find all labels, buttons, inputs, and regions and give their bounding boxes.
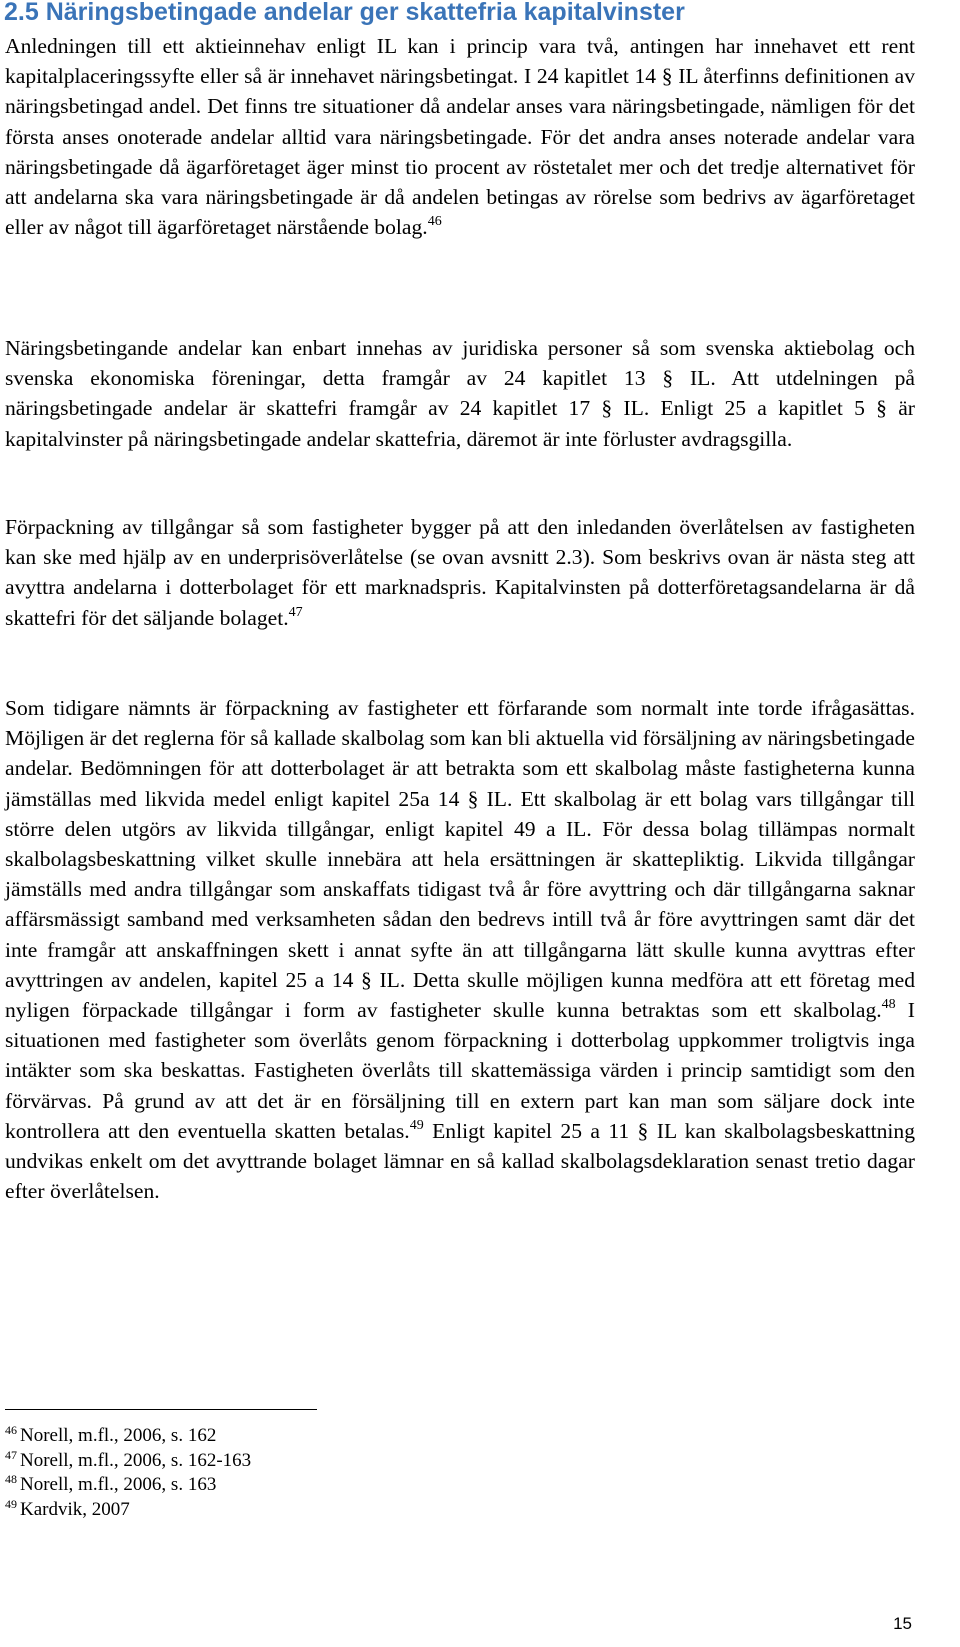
footnote-text: Kardvik, 2007 (20, 1498, 130, 1520)
footnote-number: 46 (5, 1423, 17, 1437)
footnote (5, 1498, 251, 1523)
page-number: 15 (893, 1614, 912, 1633)
footnote-text: Norell, m.fl., 2006, s. 162 (20, 1425, 217, 1446)
footnote-ref[interactable]: 49 (409, 1117, 424, 1133)
section-heading: 2.5 Näringsbetingade andelar ger skattefria kapitalvinster (4, 0, 685, 26)
paragraph-text: Som tidigare nämnts är förpackning av fastigheter ett förfarande som normalt inte torde ifrågasättas. Möjligen är det reglerna för så kallade skalbolag som kan bli aktuella vid försäljning av näringsbetingade andelar. Bedömningen för att dotterbolaget är att betrakta som ett skalbolag måste fastigheterna kunna jämställas med likvida medel enligt kapitel 25a 14 § IL. Ett skalbolag är ett bolag vars tillgångar till större delen utgörs av likvida tillgångar, enligt kapitel 49 a IL. För dessa bolag tillämpas normalt skalbolagsbeskattning vilket skulle innebära att hela ersättningen är skattepliktig. Likvida tillgångar jämställs med andra tillgångar som anskaffats tidigast två år före avyttring och där tillgångarna saknar affärsmässigt samband med verksamheten sådan den bedrevs intill två år före avyttringen samt där det inte framgår att anskaffningen skett i annat syfte än att tillgångarna lätt skulle kunna avyttras efter avyttringen av andelen, kapitel 25 a 14 § IL. Detta skulle möjligen kunna medföra att ett företag med nyligen förpackade tillgångar i form av fastigheter skulle kunna betraktas som ett skalbolag. (5, 696, 915, 1023)
footnotes (5, 1424, 251, 1522)
footnote-number: 47 (5, 1447, 17, 1462)
footnote-ref[interactable]: 47 (288, 604, 303, 620)
paragraph-2 (5, 333, 915, 454)
footnote-ref[interactable]: 46 (427, 214, 442, 230)
footnote-separator (5, 1409, 317, 1410)
footnote (5, 1424, 251, 1449)
paragraph-1 (5, 31, 915, 242)
footnote-text: Norell, m.fl., 2006, s. 163 (20, 1474, 217, 1495)
paragraph-text: I situationen med fastigheter som överlåts genom förpackning i dotterbolag uppkommer troligtvis inga intäkter som ska beskattas. Fastigheten överlåts till skattemässiga värden i princip samtidigt som den förvärvas. På grund av att det är en försäljning till en extern part kan man som säljare dock inte kontrollera att den eventuella skatten betalas. (5, 998, 915, 1143)
footnote (5, 1473, 251, 1498)
paragraph-text: Förpackning av tillgångar så som fastigheter bygger på att den inledanden överlåtelsen av fastigheten kan ske med hjälp av en underprisöverlåtelse (se ovan avsnitt 2.3). Som beskrivs ovan är nästa steg att avyttra andelarna i dotterbolaget för ett marknadspris. Kapitalvinsten på dotterföretagsandelarna är då skattefri för det säljande bolaget. (5, 515, 915, 630)
footnote-ref[interactable]: 48 (881, 997, 896, 1013)
paragraph-4 (5, 693, 915, 1206)
paragraph-text: Anledningen till ett aktieinnehav enligt IL kan i princip vara två, antingen har innehavet ett rent kapitalplaceringssyfte eller så är innehavet näringsbetingat. I 24 kapitlet 14 § IL återfinns definitionen av näringsbetingad andel. Det finns tre situationer då andelar anses vara näringsbetingade, nämligen för det första anses onoterade andelar alltid vara näringsbetingade. För det andra anses noterade andelar vara näringsbetingade då ägarföretaget äger minst tio procent av röstetalet mer och det tredje alternativet för att andelarna ska vara näringsbetingade är då andelen betingas av rörelse som bedrivs av ägarföretaget eller av något till ägarföretaget närstående bolag. (5, 34, 915, 240)
footnote (5, 1449, 251, 1474)
paragraph-text: Enligt kapitel 25 a 11 § IL kan skalbolagsbeskattning undvikas enkelt om det avyttrande bolaget lämnar en så kallad skalbolagsdeklaration senast tretio dagar efter överlåtelsen. (5, 1118, 916, 1204)
paragraph-text: Näringsbetingande andelar kan enbart innehas av juridiska personer så som svenska aktiebolag och svenska ekonomiska föreningar, detta framgår av 24 kapitlet 13 § IL. Att utdelningen på näringsbetingade andelar är skattefri framgår av 24 kapitlet 17 § IL. Enligt 25 a kapitlet 5 § är kapitalvinster på näringsbetingade andelar skattefria, däremot är inte förluster avdragsgilla. (5, 336, 915, 451)
footnote-number: 48 (5, 1472, 17, 1486)
paragraph-3 (5, 512, 915, 633)
footnote-number: 49 (5, 1496, 17, 1511)
footnote-text: Norell, m.fl., 2006, s. 162-163 (20, 1449, 252, 1471)
